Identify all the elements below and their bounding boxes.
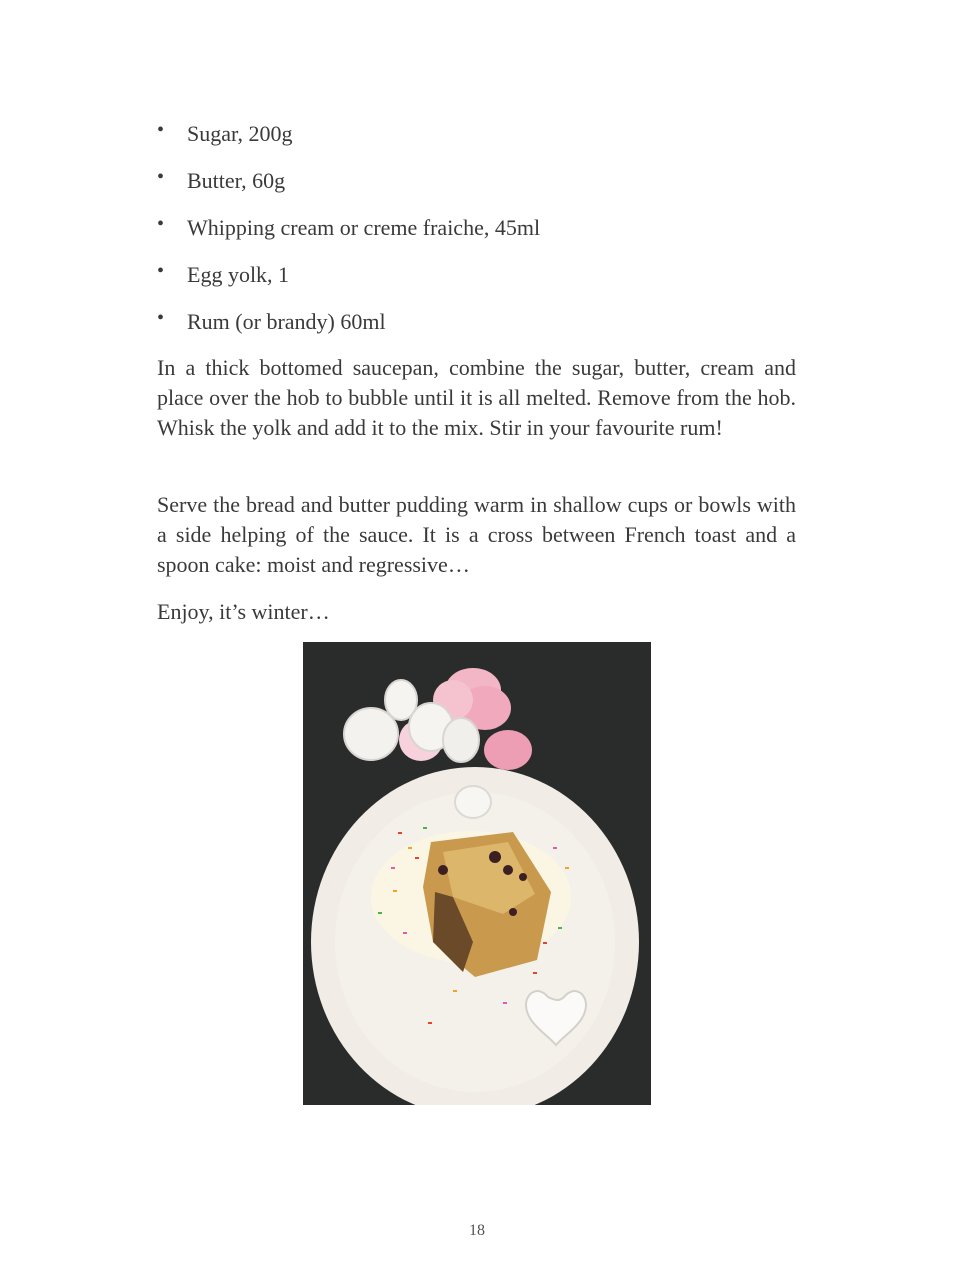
list-item: [157, 307, 797, 354]
ingredient-text: Butter, 60g: [187, 168, 286, 193]
serving-paragraph: Serve the bread and butter pudding warm in shallow cups or bowls with a side helping of the sauce. It is a cross between French toast and a spoon cake: moist and regressive…: [157, 492, 796, 577]
bullet-icon: •: [157, 119, 165, 141]
bullet-icon: •: [157, 213, 165, 235]
bullet-icon: •: [157, 307, 165, 329]
ingredient-text: Rum (or brandy) 60ml: [187, 309, 386, 334]
list-item: [157, 213, 797, 260]
ingredient-text: Whipping cream or creme fraiche, 45ml: [187, 215, 541, 240]
list-item: [157, 260, 797, 307]
list-item: [157, 119, 797, 166]
ingredient-text: Egg yolk, 1: [187, 262, 290, 287]
list-item: [157, 166, 797, 213]
closing-paragraph: Enjoy, it’s winter…: [157, 599, 330, 624]
ingredient-list: [157, 119, 797, 354]
ingredient-text: Sugar, 200g: [187, 121, 293, 146]
method-paragraph: In a thick bottomed saucepan, combine the sugar, butter, cream and place over the hob to bubble until it is all melted. Remove from the hob. Whisk the yolk and add it to the mix. Stir in your favourite rum!: [157, 355, 796, 440]
page-number: 18: [469, 1222, 485, 1239]
bullet-icon: •: [157, 166, 165, 188]
bullet-icon: •: [157, 260, 165, 282]
pudding-photo: [303, 642, 651, 1105]
